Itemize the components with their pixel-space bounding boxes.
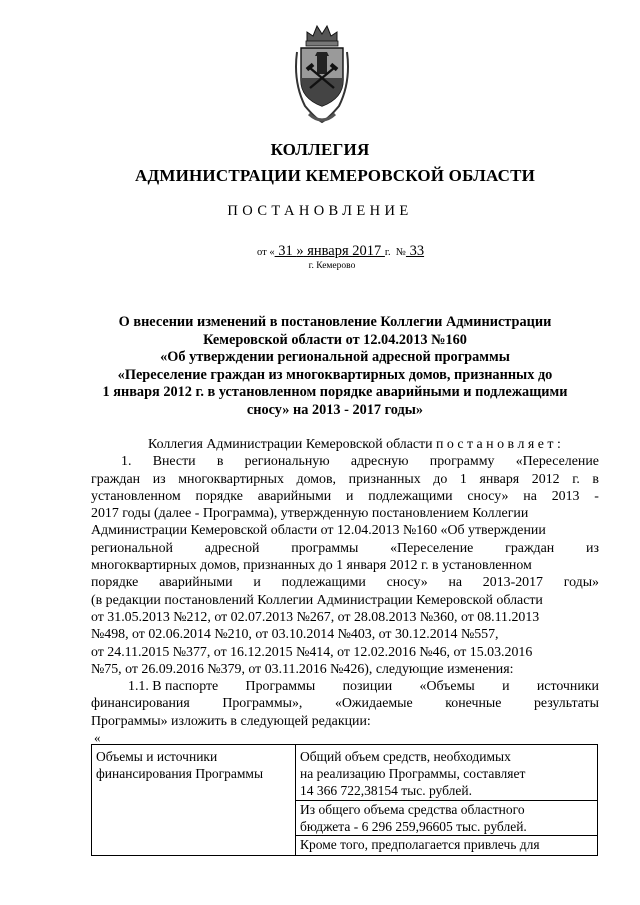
decree-title xyxy=(70,314,600,420)
body-word: Программы xyxy=(245,679,316,695)
body-word: от 31.05.2013 №212, от 02.07.2013 №267, от 28.08.2013 №360, от 08.11.2013 xyxy=(91,609,540,625)
organization-name: КОЛЛЕГИЯ xyxy=(270,140,370,159)
body-word: установленном xyxy=(91,488,181,504)
body-line xyxy=(91,471,599,488)
body-word: адресную xyxy=(350,454,409,470)
number-label: № xyxy=(395,247,406,258)
table-row xyxy=(92,745,598,856)
body-line xyxy=(91,505,599,522)
opening-quote-mark: « xyxy=(94,730,101,745)
table-cell-label xyxy=(92,745,296,856)
title-line: Кемеровской области от 12.04.2013 №160 xyxy=(203,331,467,348)
body-line xyxy=(91,695,599,712)
value-line: 14 366 722,38154 тыс. рублей. xyxy=(300,783,472,799)
label-line: финансирования Программы xyxy=(96,766,264,782)
body-word: из xyxy=(152,471,166,487)
body-word: граждан xyxy=(91,471,141,487)
body-word: 2017 годы (далее - Программа), утвержденную постановлением Коллегии xyxy=(91,506,529,522)
body-word: от 24.11.2015 №377, от 16.12.2015 №414, от 12.02.2016 №46, от 15.03.2016 xyxy=(91,644,533,660)
body-line xyxy=(91,540,599,557)
body-word: «Объемы xyxy=(419,679,475,695)
organization-full-name: АДМИНИСТРАЦИИ КЕМЕРОВСКОЙ ОБЛАСТИ xyxy=(134,166,536,185)
value-line: на реализацию Программы, составляет xyxy=(300,766,526,782)
title-line: О внесении изменений в постановление Коллегии Администрации xyxy=(118,314,552,330)
body-word: до xyxy=(433,471,448,487)
body-word: Внести xyxy=(152,454,196,470)
body-word: адресной xyxy=(204,540,260,556)
body-word: порядке xyxy=(195,488,243,504)
decree-date-number xyxy=(257,243,424,260)
value-line: Кроме того, предполагается привлечь для xyxy=(300,837,540,853)
body-line xyxy=(91,574,599,591)
body-word: региональную xyxy=(244,454,330,470)
body-line xyxy=(91,488,599,505)
date-month-year: января 2017 xyxy=(303,243,385,259)
body-word: источники xyxy=(536,679,599,695)
body-word: января xyxy=(479,471,520,487)
body-line xyxy=(91,453,599,470)
body-word: на xyxy=(448,575,463,591)
document-type-heading: ПОСТАНОВЛЕНИЕ xyxy=(227,203,413,219)
body-line xyxy=(91,557,599,574)
body-word: (в редакции постановлений Коллегии Администрации Кемеровской области xyxy=(91,592,543,608)
body-word: программу xyxy=(429,454,495,470)
coat-of-arms-emblem xyxy=(293,22,351,128)
body-word: 1. xyxy=(121,454,132,470)
body-word: годы» xyxy=(563,575,599,591)
body-line xyxy=(91,592,599,609)
body-word: 1 xyxy=(459,471,467,487)
body-word: Администрации Кемеровской области от 12.04.2013 №160 «Об утверждении xyxy=(91,523,546,539)
title-line: «Об утверждении региональной адресной программы xyxy=(160,349,510,366)
body-word: г. xyxy=(572,471,580,487)
title-line: «Переселение граждан из многоквартирных домов, признанных до xyxy=(117,366,553,383)
table-cell-value xyxy=(296,745,598,856)
body-word: и xyxy=(253,575,261,591)
date-prefix: от « xyxy=(257,247,275,258)
body-word: многоквартирных xyxy=(178,471,284,487)
body-line xyxy=(91,436,599,453)
body-word: домов, xyxy=(296,471,337,487)
body-line xyxy=(91,713,599,730)
body-word: «Переселение xyxy=(515,454,599,470)
body-word: 2013-2017 xyxy=(482,575,543,591)
body-word: порядке xyxy=(91,575,139,591)
body-word: и xyxy=(346,488,354,504)
decree-number: 33 xyxy=(405,243,425,259)
body-word: конечные xyxy=(445,696,502,712)
title-line: сносу» на 2013 - 2017 годы» xyxy=(246,401,424,418)
program-passport-table xyxy=(91,744,598,856)
body-word: аварийными xyxy=(257,488,332,504)
date-quote-close: » xyxy=(296,243,304,259)
city-name: г. Кемерово xyxy=(308,261,356,271)
body-word: подлежащими xyxy=(281,575,366,591)
body-word: многоквартирных домов, признанных до 1 января 2012 г. в установленном xyxy=(91,558,532,574)
body-word: 2013 xyxy=(551,488,580,504)
value-line: бюджета - 6 296 259,96605 тыс. рублей. xyxy=(300,818,527,834)
body-line xyxy=(91,661,599,678)
body-line xyxy=(91,678,599,695)
body-word: программы xyxy=(291,540,359,556)
body-word: Программы», xyxy=(222,696,303,712)
body-word: аварийными xyxy=(159,575,233,591)
body-word: подлежащими xyxy=(368,488,453,504)
value-line: Из общего объема средства областного xyxy=(300,801,525,817)
body-word: сносу» xyxy=(386,575,428,591)
value-line: Общий объем средств, необходимых xyxy=(300,749,511,764)
body-word: №498, от 02.06.2014 №210, от 03.10.2014 №403, от 30.12.2014 №557, xyxy=(91,627,499,643)
body-word: граждан xyxy=(505,540,555,556)
body-word: позиции xyxy=(342,679,393,695)
body-line xyxy=(91,626,599,643)
body-word: - xyxy=(594,488,599,504)
decree-body xyxy=(91,436,599,730)
body-word: сносу» xyxy=(467,488,509,504)
date-year-suffix: г. xyxy=(384,247,391,258)
body-word: финансирования xyxy=(91,696,190,712)
body-word: в xyxy=(216,454,224,470)
body-word: в xyxy=(592,471,599,487)
body-word: Программы» изложить в следующей редакции: xyxy=(91,713,371,729)
body-word: 2012 xyxy=(531,471,560,487)
body-word: №75, от 26.09.2016 №379, от 03.11.2016 №426), следующие изменения: xyxy=(91,661,514,677)
body-line xyxy=(91,644,599,661)
title-line: 1 января 2012 г. в установленном порядке аварийными и подлежащими xyxy=(102,384,568,401)
body-word: из xyxy=(586,540,599,556)
body-line xyxy=(91,609,599,626)
body-word: «Переселение xyxy=(390,540,474,556)
body-word: Коллегия Администрации Кемеровской области п о с т а н о в л я е т : xyxy=(148,437,561,452)
body-line xyxy=(91,522,599,539)
body-word: результаты xyxy=(533,696,599,712)
body-word: и xyxy=(502,679,510,695)
label-line: Объемы и источники xyxy=(96,749,218,764)
city-line xyxy=(0,261,640,271)
date-day: 31 xyxy=(274,243,297,259)
body-word: «Ожидаемые xyxy=(334,696,413,712)
body-word: региональной xyxy=(91,540,173,556)
body-word: на xyxy=(523,488,537,504)
body-word: 1.1. В паспорте xyxy=(128,679,219,695)
body-word: признанных xyxy=(348,471,421,487)
